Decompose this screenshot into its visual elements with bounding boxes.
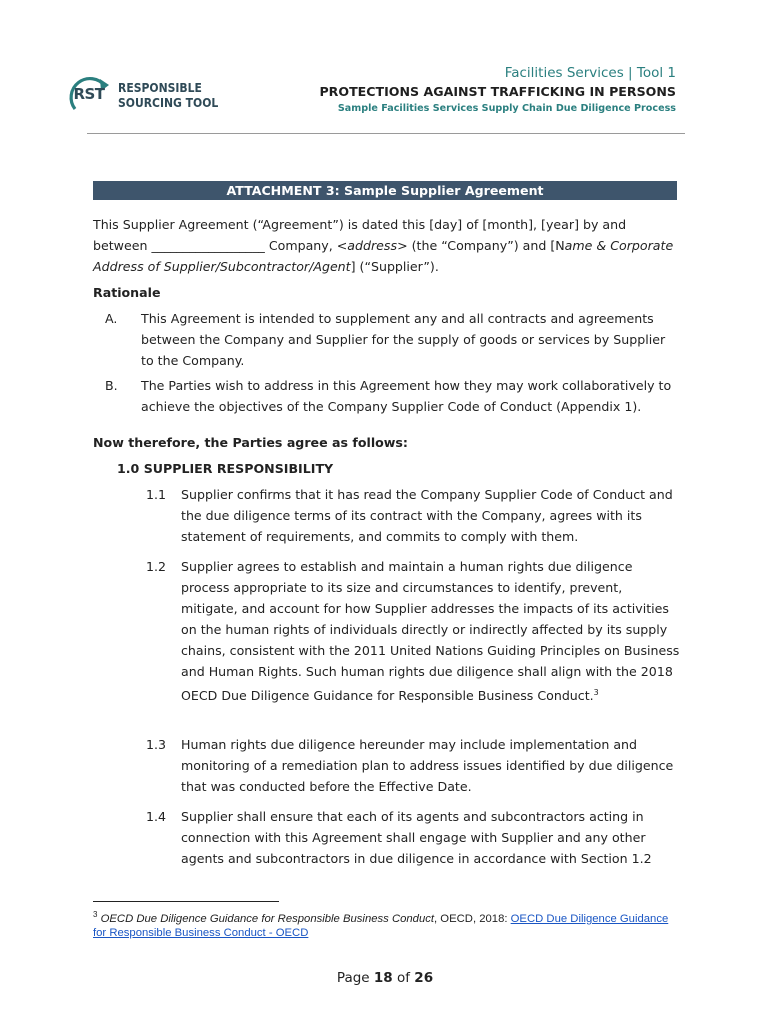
circular-arrow-icon [67,76,111,116]
clause-text: Supplier confirms that it has read the Company Supplier Code of Conduct and the due diligence terms of its contract with the Company, agrees with its statement of requirements, and commits to comply with them. [181,487,673,544]
clause-text: Supplier agrees to establish and maintain a human rights due diligence process appropriate to its size and circumstances to identify, prevent, mitigate, and account for how Supplier addresses the impacts of its activities on the human rights of individuals directly or indirectly affected by its supply chains, consistent with the 2011 United Nations Guiding Principles on Business and Human Rights. Such human rights due diligence shall align with the 2018 OECD Due Diligence Guidance for Responsible Business Conduct. [181,559,680,703]
logo [67,76,229,116]
rationale-heading: Rationale [93,285,161,300]
clause-text: Human rights due diligence hereunder may include implementation and monitoring of a remediation plan to address issues identified by due diligence that was conducted before the Effective Date. [181,737,674,794]
clause-text: Supplier shall ensure that each of its agents and subcontractors acting in connection with this Agreement shall engage with Supplier and any other agents and subcontractors in due diligence in accordance with Section 1.2 [181,809,652,866]
clause-text-with-footnote [181,556,681,706]
footnote-number: 3 [93,910,98,919]
intro-blank: __________________ [151,238,265,253]
page-total: 26 [414,970,434,986]
clause-number: 1.2 [146,559,167,574]
clause-number: 1.4 [146,809,167,824]
footnote-source: , OECD, 2018: [434,913,511,925]
header-divider [87,133,685,134]
header-subtitle: Sample Facilities Services Supply Chain Due Diligence Process [337,103,676,114]
logo-mark: RST [73,85,105,103]
intro-text-b: Company, < [264,238,348,253]
logo-line-1: RESPONSIBLE [118,81,202,95]
clause-number: 1.1 [146,487,167,502]
intro-text-a: This Supplier Agreement (“Agreement”) is dated this [day] of [month], [year] by and between [93,217,627,253]
list-marker: A. [105,311,118,326]
footnote-ref[interactable]: 3 [593,688,599,697]
list-marker: B. [105,378,118,393]
footnote-link[interactable]: OECD Due Diligence Guidance for Responsible Business Conduct - OECD [93,913,669,939]
page-number [0,970,770,986]
intro-text-c: > (the “Company”) and [N [397,238,565,253]
list-item-text: This Agreement is intended to supplement any and all contracts and agreements between the Company and Supplier for the supply of goods or services by Supplier to the Company. [141,311,666,368]
attachment-heading: ATTACHMENT 3: Sample Supplier Agreement [93,181,677,200]
logo-line-2: SOURCING TOOL [118,96,219,110]
section-heading: 1.0 SUPPLIER RESPONSIBILITY [117,461,334,476]
logo-wordmark [118,81,218,111]
intro-paragraph [93,214,683,277]
footnote-title: OECD Due Diligence Guidance for Responsible Business Conduct [100,913,435,925]
header-tool-label: Facilities Services | Tool 1 [504,65,676,81]
page-prefix: Page [336,970,374,986]
intro-address: address [347,238,398,253]
agreement-lead-in: Now therefore, the Parties agree as follows: [93,435,408,450]
page-of: of [392,970,415,986]
footnote [93,908,673,940]
document-header [319,64,676,117]
footnote-divider [93,901,279,902]
page-current: 18 [373,970,393,986]
intro-supplier: ame & Corporate Address of Supplier/Subcontractor/Agent [93,238,674,274]
intro-text-d: ] (“Supplier”). [350,259,439,274]
clause-number: 1.3 [146,737,167,752]
list-item-text: The Parties wish to address in this Agreement how they may work collaboratively to achieve the objectives of the Company Supplier Code of Conduct (Appendix 1). [141,378,672,414]
header-title: PROTECTIONS AGAINST TRAFFICKING IN PERSONS [319,84,676,99]
